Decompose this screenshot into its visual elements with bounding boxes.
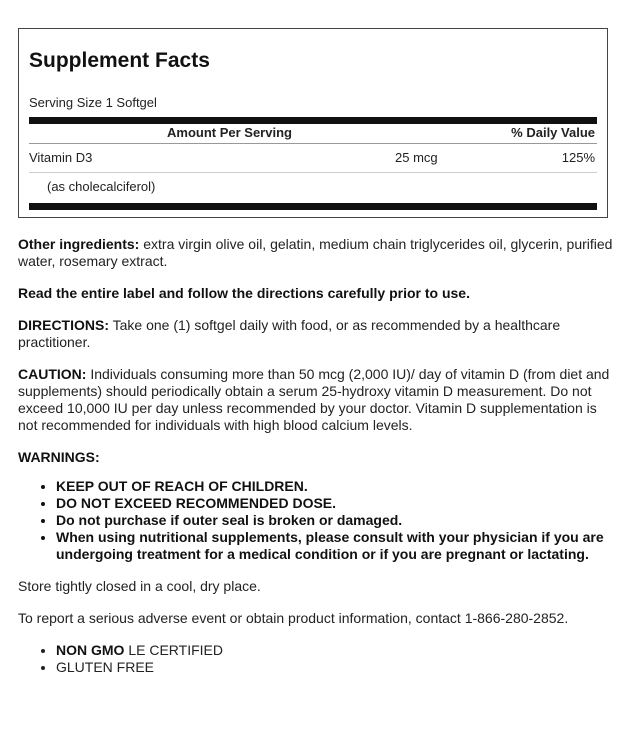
adverse-event-report: To report a serious adverse event or obtain product information, contact 1-866-280-2852. <box>18 610 569 626</box>
nutrient-amount: 25 mcg <box>395 150 438 165</box>
thin-divider <box>29 143 597 144</box>
warnings-list <box>18 478 618 563</box>
certifications-list <box>18 642 618 676</box>
other-ingredients <box>18 236 618 270</box>
thin-divider <box>29 172 597 173</box>
caution <box>18 366 618 434</box>
read-label-notice <box>18 285 618 302</box>
label-text-body <box>18 236 618 691</box>
warnings-label: WARNINGS: <box>18 449 100 465</box>
nutrient-name: Vitamin D3 <box>29 150 93 165</box>
thick-divider-bottom <box>29 203 597 210</box>
other-ingredients-label: Other ingredients: <box>18 236 140 252</box>
directions-label: DIRECTIONS: <box>18 317 109 333</box>
nutrient-form: (as cholecalciferol) <box>47 179 156 194</box>
directions-text: Take one (1) softgel daily with food, or as recommended by a healthcare practitioner. <box>18 317 561 350</box>
other-ingredients-text: extra virgin olive oil, gelatin, medium chain triglycerides oil, glycerin, purified water, rosemary extract. <box>18 236 613 269</box>
list-item: • Do not purchase if outer seal is broken or damaged. <box>56 512 618 529</box>
list-item: • DO NOT EXCEED RECOMMENDED DOSE. <box>56 495 618 512</box>
non-gmo-rest: LE CERTIFIED <box>124 642 223 658</box>
list-item: • GLUTEN FREE <box>56 659 618 676</box>
non-gmo-label: NON GMO <box>56 642 125 658</box>
list-item <box>56 642 618 659</box>
facts-title: Supplement Facts <box>29 49 210 72</box>
amount-per-serving-header: Amount Per Serving <box>167 125 292 140</box>
serving-size: Serving Size 1 Softgel <box>29 95 157 110</box>
nutrient-daily-value: 125% <box>561 150 595 165</box>
read-label-notice-text: Read the entire label and follow the directions carefully prior to use. <box>18 285 470 301</box>
storage-instructions: Store tightly closed in a cool, dry place. <box>18 578 261 594</box>
thick-divider <box>29 117 597 124</box>
caution-label: CAUTION: <box>18 366 87 382</box>
list-item: • When using nutritional supplements, please consult with your physician if you are undergoing treatment for a medical condition or if you are pregnant or lactating. <box>56 529 618 563</box>
list-item: • KEEP OUT OF REACH OF CHILDREN. <box>56 478 618 495</box>
caution-text: Individuals consuming more than 50 mcg (2,000 IU)/ day of vitamin D (from diet and supplements) should periodically obtain a serum 25-hydroxy vitamin D measurement. Do not exceed 10,000 IU per day unless recommended by your doctor. Vitamin D supplementation is not recommended for individuals with high blood calcium levels. <box>18 366 610 433</box>
directions <box>18 317 618 351</box>
daily-value-header: % Daily Value <box>511 125 595 140</box>
warnings-heading <box>18 449 618 466</box>
supplement-facts-panel <box>18 28 608 218</box>
